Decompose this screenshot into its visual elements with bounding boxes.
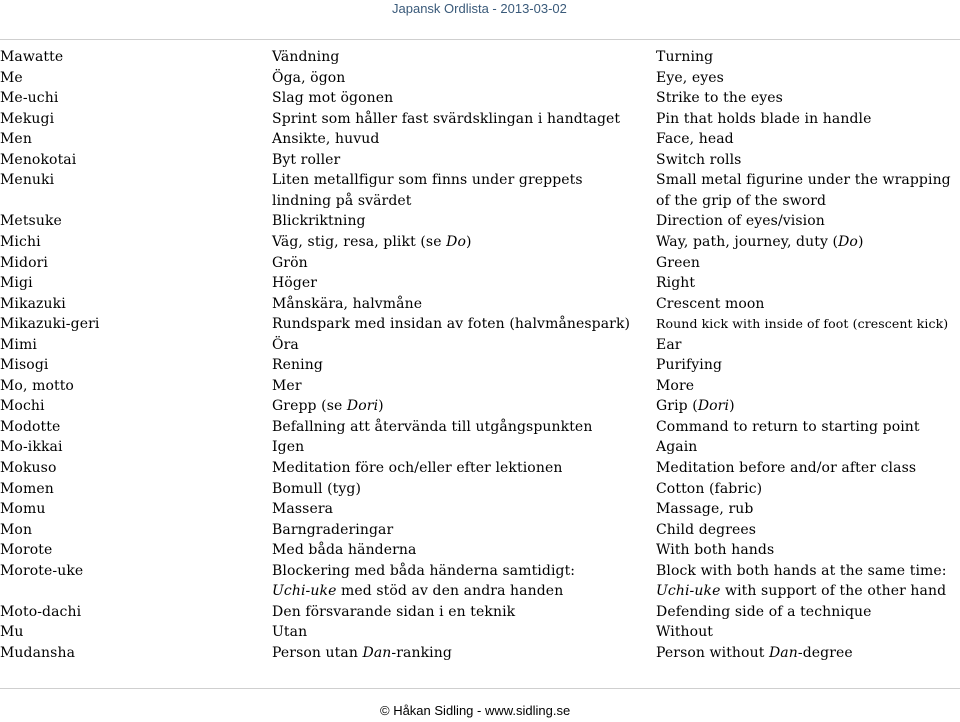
- english-cell: Without: [656, 624, 714, 641]
- english-cell: Green: [656, 254, 700, 271]
- swedish-cell: Öra: [272, 336, 299, 353]
- english-cell: Way, path, journey, duty (Do): [656, 233, 864, 250]
- english-cell: Command to return to starting point: [656, 418, 920, 435]
- glossary-row: [0, 211, 960, 232]
- glossary-row: [0, 622, 960, 643]
- swedish-cell: Rundspark med insidan av foten (halvmånespark): [272, 316, 631, 333]
- glossary-row: [0, 417, 960, 438]
- swedish-cell: Liten metallfigur som finns under greppets lindning på svärdet: [272, 172, 583, 209]
- swedish-cell: Slag mot ögonen: [272, 90, 394, 107]
- english-cell: Person without Dan-degree: [656, 644, 853, 661]
- glossary-row: [0, 335, 960, 356]
- term-cell: Me-uchi: [0, 90, 59, 107]
- swedish-cell: Befallning att återvända till utgångspunkten: [272, 418, 593, 435]
- swedish-cell: Utan: [272, 624, 308, 641]
- english-cell: More: [656, 377, 695, 394]
- english-cell: Round kick with inside of foot (crescent kick): [656, 316, 949, 332]
- term-cell: Michi: [0, 233, 41, 250]
- swedish-cell: Igen: [272, 439, 305, 456]
- swedish-cell: Höger: [272, 275, 318, 292]
- term-cell: Mokuso: [0, 460, 57, 476]
- glossary-row: [0, 499, 960, 520]
- term-cell: Morote: [0, 542, 53, 559]
- glossary-row: [0, 129, 960, 150]
- swedish-cell: Meditation före och/eller efter lektionen: [272, 460, 563, 476]
- glossary-row: [0, 540, 960, 561]
- swedish-cell: Bomull (tyg): [272, 480, 362, 497]
- english-cell: Pin that holds blade in handle: [656, 110, 872, 127]
- swedish-cell: Grepp (se Dori): [272, 398, 384, 415]
- swedish-cell: Öga, ögon: [272, 69, 346, 86]
- glossary-row: [0, 437, 960, 458]
- english-cell: Turning: [656, 49, 714, 65]
- term-cell: Morote-uke: [0, 562, 84, 579]
- english-cell: Right: [656, 275, 696, 292]
- term-cell: Mawatte: [0, 49, 64, 65]
- term-cell: Midori: [0, 254, 48, 271]
- term-cell: Mu: [0, 624, 24, 641]
- copyright-text: © Håkan Sidling - www.sidling.se: [380, 703, 571, 718]
- term-cell: Mekugi: [0, 110, 55, 127]
- swedish-cell: Månskära, halvmåne: [272, 295, 423, 312]
- document-title: Japansk Ordlista - 2013-03-02: [392, 1, 567, 16]
- term-cell: Moto-dachi: [0, 603, 82, 620]
- term-cell: Mudansha: [0, 644, 76, 661]
- swedish-cell: Blockering med båda händerna samtidigt: Uchi-uke med stöd av den andra handen: [272, 562, 576, 600]
- english-cell: Strike to the eyes: [656, 90, 783, 107]
- swedish-cell: Barngraderingar: [272, 521, 394, 538]
- english-cell: Small metal figurine under the wrapping of the grip of the sword: [656, 172, 951, 209]
- english-cell: Direction of eyes/vision: [656, 213, 825, 230]
- swedish-cell: Vändning: [272, 49, 340, 65]
- term-cell: Mo-ikkai: [0, 439, 63, 456]
- swedish-cell: Mer: [272, 377, 302, 394]
- glossary-row: [0, 253, 960, 274]
- term-cell: Metsuke: [0, 213, 62, 230]
- term-cell: Mimi: [0, 336, 37, 353]
- english-cell: Eye, eyes: [656, 69, 724, 86]
- glossary-row: [0, 109, 960, 130]
- english-cell: Child degrees: [656, 521, 757, 538]
- term-cell: Mikazuki-geri: [0, 316, 100, 333]
- term-cell: Mochi: [0, 398, 45, 415]
- swedish-cell: Sprint som håller fast svärdsklingan i handtaget: [272, 110, 621, 127]
- term-cell: Momen: [0, 480, 54, 497]
- term-cell: Modotte: [0, 418, 61, 435]
- term-cell: Migi: [0, 275, 33, 292]
- swedish-cell: Byt roller: [272, 151, 341, 168]
- english-cell: Crescent moon: [656, 295, 765, 312]
- english-cell: Switch rolls: [656, 151, 742, 168]
- english-cell: Face, head: [656, 131, 734, 148]
- swedish-cell: Massera: [272, 501, 334, 518]
- glossary-row: [0, 68, 960, 89]
- swedish-cell: Den försvarande sidan i en teknik: [272, 603, 516, 620]
- swedish-cell: Väg, stig, resa, plikt (se Do): [272, 233, 472, 250]
- term-cell: Menokotai: [0, 151, 77, 168]
- page-header: [0, 0, 960, 40]
- glossary-row: [0, 520, 960, 541]
- glossary-row: [0, 150, 960, 171]
- swedish-cell: Ansikte, huvud: [272, 131, 380, 148]
- swedish-cell: Rening: [272, 357, 323, 374]
- glossary-row: [0, 602, 960, 623]
- glossary-row: [0, 355, 960, 376]
- english-cell: Block with both hands at the same time: Uchi-uke with support of the other hand: [656, 562, 947, 600]
- glossary-row: [0, 396, 960, 417]
- term-cell: Menuki: [0, 172, 55, 189]
- glossary-row: [0, 643, 960, 664]
- english-cell: Defending side of a technique: [656, 603, 872, 620]
- term-cell: Misogi: [0, 357, 49, 374]
- swedish-cell: Med båda händerna: [272, 542, 417, 559]
- term-cell: Me: [0, 69, 23, 86]
- glossary-row: [0, 88, 960, 109]
- glossary-row: [0, 294, 960, 315]
- english-cell: Cotton (fabric): [656, 480, 763, 497]
- glossary-row: [0, 376, 960, 397]
- glossary-row: [0, 561, 960, 602]
- english-cell: Again: [656, 439, 698, 456]
- glossary-row: [0, 458, 960, 479]
- term-cell: Men: [0, 131, 32, 148]
- glossary-row: [0, 232, 960, 253]
- term-cell: Mikazuki: [0, 295, 66, 312]
- term-cell: Momu: [0, 501, 46, 518]
- swedish-cell: Blickriktning: [272, 213, 366, 230]
- english-cell: With both hands: [656, 542, 775, 559]
- swedish-cell: Person utan Dan-ranking: [272, 644, 452, 661]
- swedish-cell: Grön: [272, 254, 308, 271]
- english-cell: Grip (Dori): [656, 398, 735, 415]
- english-cell: Meditation before and/or after class: [656, 460, 917, 476]
- glossary-row: [0, 314, 960, 335]
- term-cell: Mo, motto: [0, 377, 74, 394]
- english-cell: Purifying: [656, 357, 723, 374]
- english-cell: Ear: [656, 336, 682, 353]
- glossary-row: [0, 47, 960, 68]
- english-cell: Massage, rub: [656, 501, 754, 518]
- glossary-row: [0, 273, 960, 294]
- glossary-row: [0, 479, 960, 500]
- page-footer: [0, 688, 960, 722]
- term-cell: Mon: [0, 521, 33, 538]
- glossary-row: [0, 170, 960, 211]
